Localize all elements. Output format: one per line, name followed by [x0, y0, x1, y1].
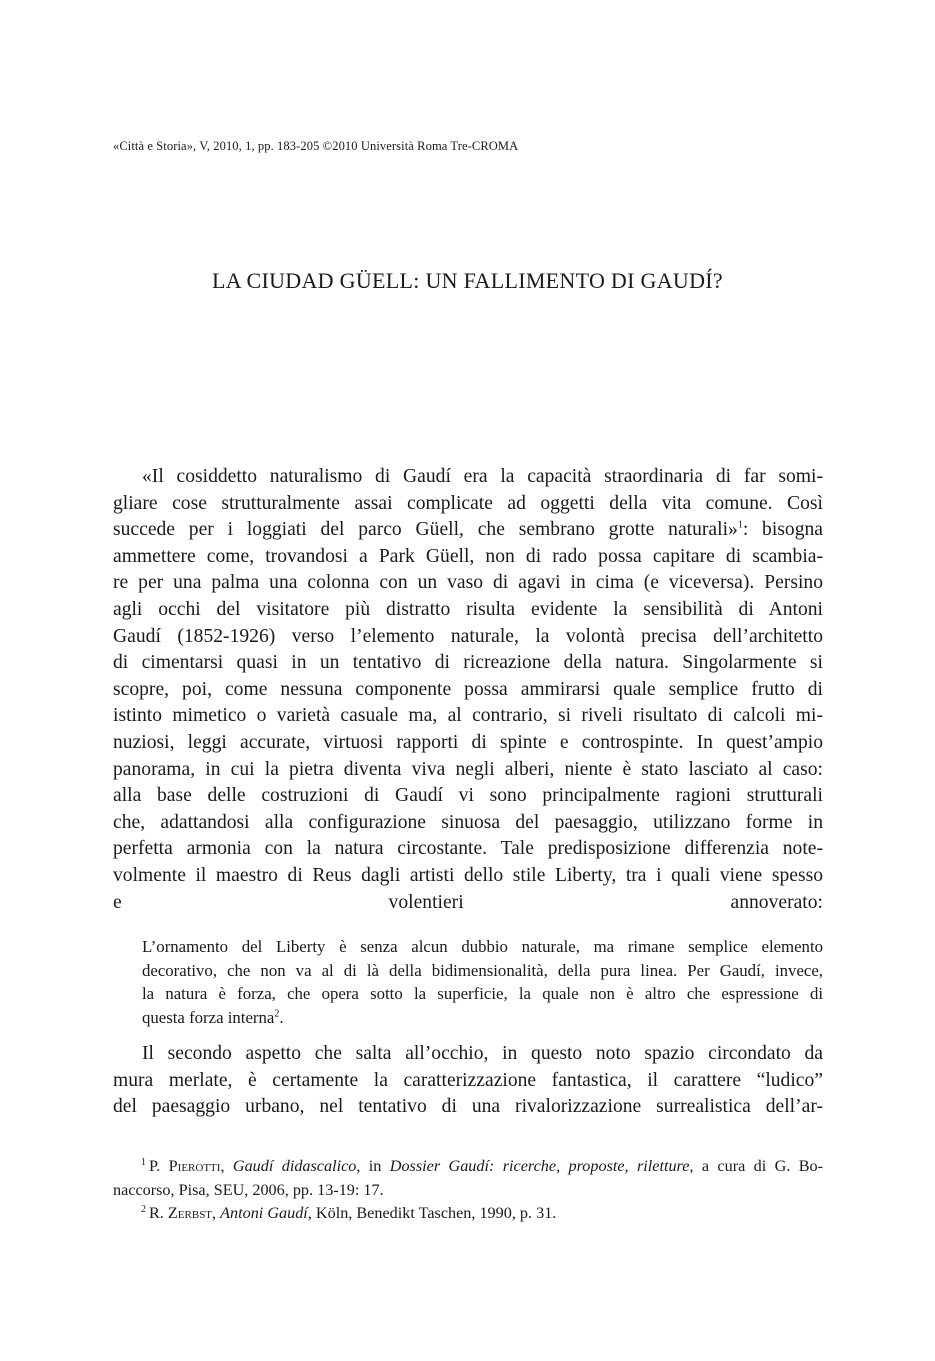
paragraph-line: che, adattandosi alla configurazione sinuosa del paesaggio, utilizzano forme in [113, 811, 823, 833]
paragraph-line: mura merlate, è certamente la caratterizzazione fantastica, il carattere “ludico” [113, 1069, 823, 1091]
author-surname-initial: P [168, 1157, 178, 1175]
paragraph-line: nuziosi, leggi accurate, virtuosi rapporti di spinte e controspinte. In quest’ampio [113, 731, 823, 753]
footnote-text: , a cura di G. Bo- [689, 1157, 823, 1175]
paragraph-2 [113, 1041, 823, 1121]
work-title: Gaudí didascalico [232, 1157, 357, 1175]
author-initial: R. [149, 1204, 164, 1223]
paragraph-line: alla base delle costruzioni di Gaudí vi sono principalmente ragioni strutturali [113, 785, 823, 807]
quote-line: L’ornamento del Liberty è senza alcun dubbio naturale, ma rimane semplice elemento [142, 937, 823, 956]
container-title: Dossier Gaudí: ricerche, proposte, riletture [389, 1157, 690, 1175]
paragraph-1 [113, 464, 823, 943]
paragraph-line: di cimentarsi quasi in un tentativo di ricreazione della natura. Singolarmente si [113, 652, 823, 674]
author-surname: erbst [177, 1204, 213, 1223]
paragraph-line: Gaudí (1852-1926) verso l’elemento naturale, la volontà precisa dell’architetto [113, 625, 823, 647]
author-initial: P. [149, 1157, 161, 1175]
paragraph-line: Il secondo aspetto che salta all’occhio, in questo noto spazio circondato da [142, 1043, 823, 1064]
text-run: . [279, 1007, 284, 1027]
footnotes [113, 1155, 823, 1226]
footnote-2 [113, 1202, 823, 1226]
footnote-1 [113, 1155, 823, 1179]
footnote-1-continuation: naccorso, Pisa, SEU, 2006, pp. 13-19: 17. [113, 1180, 384, 1199]
author-surname: ierotti [177, 1157, 221, 1175]
paragraph-line: del paesaggio urbano, nel tentativo di una rivalorizzazione surrealistica dell’ar- [113, 1096, 823, 1118]
footnote-ref-2[interactable]: 2 [274, 1008, 280, 1020]
paragraph-line: «Il cosiddetto naturalismo di Gaudí era la capacità straordinaria di far somi- [142, 466, 823, 487]
paragraph-line: agli occhi del visitatore più distratto risulta evidente la sensibilità di Antoni [113, 598, 823, 620]
paragraph-line: re per una palma una colonna con un vaso di agavi in cima (e viceversa). Persino [113, 572, 823, 594]
text-run: : bisogna [742, 519, 823, 541]
footnote-number: 1 [141, 1156, 146, 1168]
separator: , [220, 1157, 233, 1175]
separator: , in [356, 1157, 390, 1175]
separator: , [212, 1204, 221, 1223]
paragraph-line: ammettere come, trovandosi a Park Güell, non di rado possa capitare di scambia- [113, 545, 823, 567]
paragraph-line: gliare cose strutturalmente assai complicate ad oggetti della vita comune. Così [113, 492, 823, 514]
paragraph-line: istinto mimetico o varietà casuale ma, al contrario, si riveli risultato di calcoli mi- [113, 705, 823, 727]
author-surname-initial: Z [167, 1204, 178, 1223]
journal-citation: «Città e Storia», V, 2010, 1, pp. 183-205 ©2010 Università Roma Tre-CROMA [113, 139, 519, 153]
text-run: succede per i loggiati del parco Güell, che sembrano grotte naturali» [113, 519, 738, 541]
article-title: LA CIUDAD GÜELL: UN FALLIMENTO DI GAUDÍ? [211, 268, 723, 293]
work-title: Antoni Gaudí [220, 1204, 308, 1223]
text-run: questa forza interna [142, 1007, 275, 1027]
quote-line [142, 1006, 823, 1030]
paragraph-line: perfetta armonia con la natura circostante. Tale predisposizione differenzia note- [113, 838, 823, 860]
footnote-ref-1[interactable]: 1 [737, 519, 743, 531]
paragraph-line: e volentieri annoverato: [113, 891, 823, 913]
paragraph-line: panorama, in cui la pietra diventa viva negli alberi, niente è stato lasciato al caso: [113, 758, 823, 780]
paragraph-line: scopre, poi, come nessuna componente possa ammirarsi quale semplice frutto di [113, 678, 823, 700]
blockquote [142, 935, 823, 1029]
footnote-text: , Köln, Benedikt Taschen, 1990, p. 31. [307, 1204, 557, 1223]
quote-line: decorativo, che non va al di là della bidimensionalità, della pura linea. Per Gaudí, invece, [142, 960, 823, 980]
paragraph-line [113, 517, 823, 544]
paragraph-line: volmente il maestro di Reus dagli artisti dello stile Liberty, tra i quali viene spesso [113, 864, 823, 886]
footnote-number: 2 [141, 1203, 146, 1215]
quote-line: la natura è forza, che opera sotto la superficie, la quale non è altro che espressione di [142, 984, 823, 1004]
